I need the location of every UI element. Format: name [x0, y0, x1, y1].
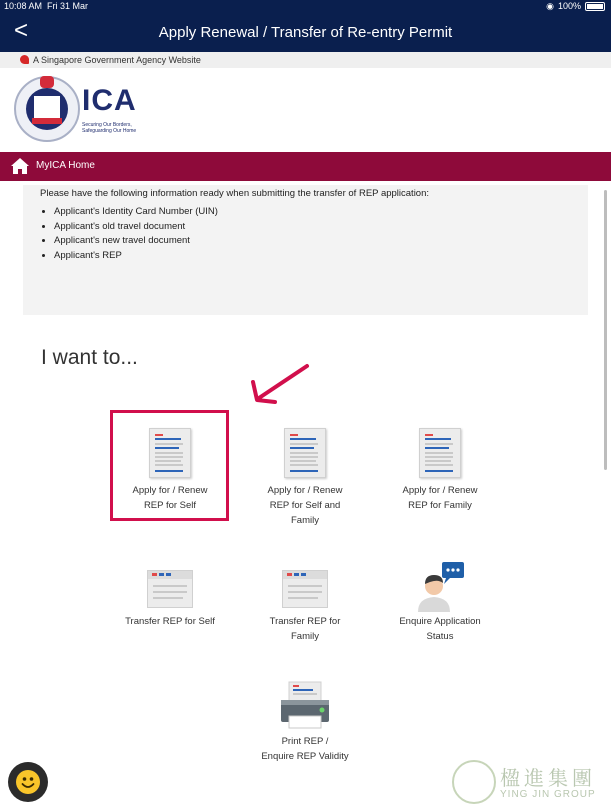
tile-apply-renew-self[interactable] — [100, 428, 240, 513]
tile-label: Transfer REP for Family — [269, 616, 341, 642]
status-right — [546, 0, 605, 12]
list-item: • Applicant's old travel document — [54, 221, 218, 232]
list-item: • Applicant's new travel document — [54, 235, 218, 246]
tile-transfer-self[interactable] — [100, 570, 240, 629]
document-icon — [419, 428, 461, 478]
home-icon — [10, 157, 30, 175]
window-icon — [147, 570, 193, 608]
wifi-icon: ◉ — [546, 1, 554, 11]
tile-label: Transfer REP for Self — [125, 616, 215, 627]
ica-crest-icon — [14, 76, 80, 142]
info-list — [26, 206, 218, 264]
header-logo — [0, 68, 611, 152]
watermark-cn: 楹進集團 — [500, 766, 596, 790]
nav-bar — [0, 12, 611, 52]
info-intro: Please have the following information ready when submitting the transfer of REP application: — [40, 188, 430, 199]
watermark-logo-icon — [452, 760, 496, 804]
status-time: 10:08 AM Fri 31 Mar — [4, 1, 89, 11]
watermark — [452, 758, 607, 806]
document-icon — [284, 428, 326, 478]
tile-label: Apply for / Renew REP for Self — [132, 485, 208, 511]
ica-tagline: Securing Our Borders, Safeguarding Our Home — [82, 122, 137, 134]
arrow-icon — [245, 360, 315, 410]
document-icon — [149, 428, 191, 478]
scrollbar[interactable] — [604, 190, 607, 470]
breadcrumb-home-link[interactable]: MyICA Home — [36, 160, 95, 171]
gov-banner-text: A Singapore Government Agency Website — [33, 55, 201, 65]
smiley-icon — [16, 770, 40, 794]
watermark-en: YING JIN GROUP — [500, 789, 596, 800]
tile-apply-renew-self-family[interactable] — [235, 428, 375, 528]
ica-logo-text[interactable]: ICA — [82, 84, 137, 117]
tile-print-enquire-validity[interactable] — [235, 680, 375, 764]
gov-banner — [0, 52, 611, 68]
page-title: Apply Renewal / Transfer of Re-entry Permit — [158, 24, 453, 41]
battery-percent: 100% — [557, 1, 581, 11]
printer-icon — [277, 680, 333, 730]
person-chat-icon — [410, 560, 470, 612]
merlion-icon — [20, 55, 29, 64]
tile-apply-renew-family[interactable] — [370, 428, 510, 513]
status-bar — [0, 0, 611, 12]
back-button[interactable]: < — [14, 17, 29, 44]
section-heading: I want to... — [41, 346, 138, 369]
breadcrumb[interactable] — [0, 152, 611, 181]
tile-label: Apply for / Renew REP for Family — [402, 485, 478, 511]
list-item: • Applicant's Identity Card Number (UIN) — [54, 206, 218, 217]
tile-label: Apply for / Renew REP for Self and Family — [267, 485, 343, 526]
feedback-button[interactable] — [8, 762, 48, 802]
list-item: • Applicant's REP — [54, 250, 218, 261]
window-icon — [282, 570, 328, 608]
tile-label: Enquire Application Status — [399, 616, 481, 642]
battery-icon — [585, 2, 605, 11]
tile-transfer-family[interactable] — [235, 570, 375, 644]
tile-label: Print REP / Enquire REP Validity — [261, 736, 349, 762]
tile-enquire-status[interactable] — [370, 560, 510, 644]
info-box — [23, 185, 588, 315]
